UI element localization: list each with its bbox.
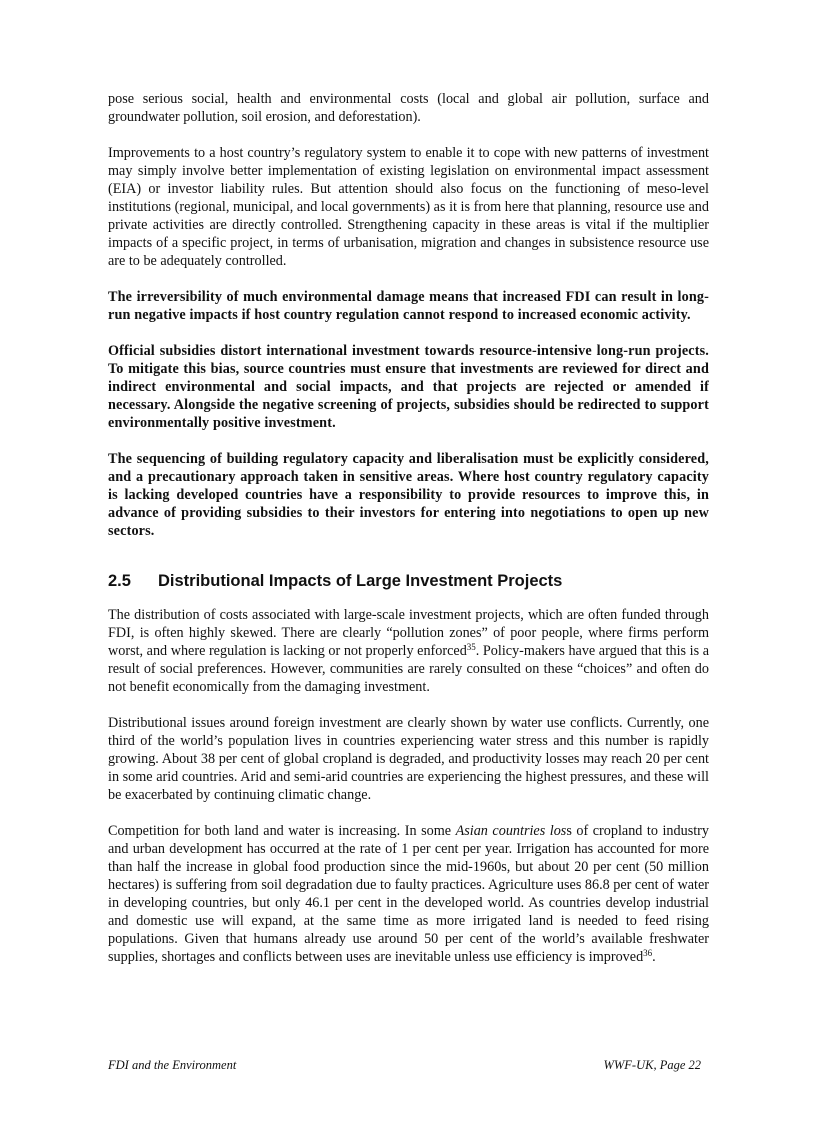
- section-number: 2.5: [108, 572, 131, 590]
- footer-page-number: WWF-UK, Page 22: [603, 1058, 701, 1072]
- section-title: Distributional Impacts of Large Investment Projects: [158, 572, 563, 590]
- key-message: The sequencing of building regulatory capacity and liberalisation must be explicitly considered, and a precautionary approach taken in sensitive areas. Where host country regulatory capacity is lacking developed countries have a responsibility to provide resources to improve this, in advance of providing subsidies to their investors for entering into negotiations to open up new sectors.: [108, 451, 709, 539]
- paragraph: Improvements to a host country’s regulatory system to enable it to cope with new patterns of investment may simply involve better implementation of existing legislation on environmental impact assessment (EIA) or investor liability rules. But attention should also focus on the functioning of meso-level institutions (regional, municipal, and local governments) as it is from here that planning, resource use and private activities are directly controlled. Strengthening capacity in these areas is vital if the multiplier impacts of a specific project, in terms of urbanisation, migration and changes in subsistence resource use are to be adequately controlled.: [108, 145, 709, 269]
- key-message: Official subsidies distort international investment towards resource-intensive long-run projects. To mitigate this bias, source countries must ensure that investments are reviewed for direct and indirect environmental and social impacts, and that projects are rejected or amended if necessary. Alongside the negative screening of projects, subsidies should be redirected to support environmentally positive investment.: [108, 343, 709, 431]
- document-page: [108, 90, 709, 966]
- section-heading: [108, 570, 709, 592]
- footnote-ref[interactable]: 35: [466, 642, 476, 652]
- paragraph: The distribution of costs associated with large-scale investment projects, which are often funded through FDI, is often highly skewed. There are clearly “pollution zones” of poor people, where firms perform worst, and where regulation is lacking or not properly enforced$^{35}$. Policy-makers have argued that this is a result of social preferences. However, communities are rarely consulted on these “choices” and often do not benefit economically from the damaging investment.: [108, 607, 709, 695]
- key-message: The irreversibility of much environmental damage means that increased FDI can result in long-run negative impacts if host country regulation cannot respond to increased economic activity.: [108, 289, 709, 323]
- page-footer: [108, 1058, 701, 1073]
- footer-title: FDI and the Environment: [108, 1058, 237, 1072]
- footnote-ref[interactable]: 36: [643, 948, 653, 958]
- paragraph: Competition for both land and water is increasing. In some Asian countries loss of cropland to industry and urban development has occurred at the rate of 1 per cent per year. Irrigation has accounted for more than half the increase in global food production since the mid-1960s, but about 20 per cent (50 million hectares) is suffering from soil degradation due to faulty practices. Agriculture uses 86.8 per cent of water in developing countries, but only 46.1 per cent in the developed world. As countries develop industrial and domestic use will expand, at the same time as more irrigated land is needed to feed rising populations. Given that humans already use around 50 per cent of the world’s available freshwater supplies, shortages and conflicts between uses are inevitable unless use efficiency is improved$^{36}$.: [108, 823, 709, 965]
- paragraph: Distributional issues around foreign investment are clearly shown by water use conflicts. Currently, one third of the world’s population lives in countries experiencing water stress and this number is rapidly growing. About 38 per cent of global cropland is degraded, and productivity losses may reach 20 per cent in some arid countries. Arid and semi-arid countries are experiencing the highest pressures, and these will be exacerbated by continuing climatic change.: [108, 715, 709, 803]
- paragraph: pose serious social, health and environmental costs (local and global air pollution, surface and groundwater pollution, soil erosion, and deforestation).: [108, 91, 709, 125]
